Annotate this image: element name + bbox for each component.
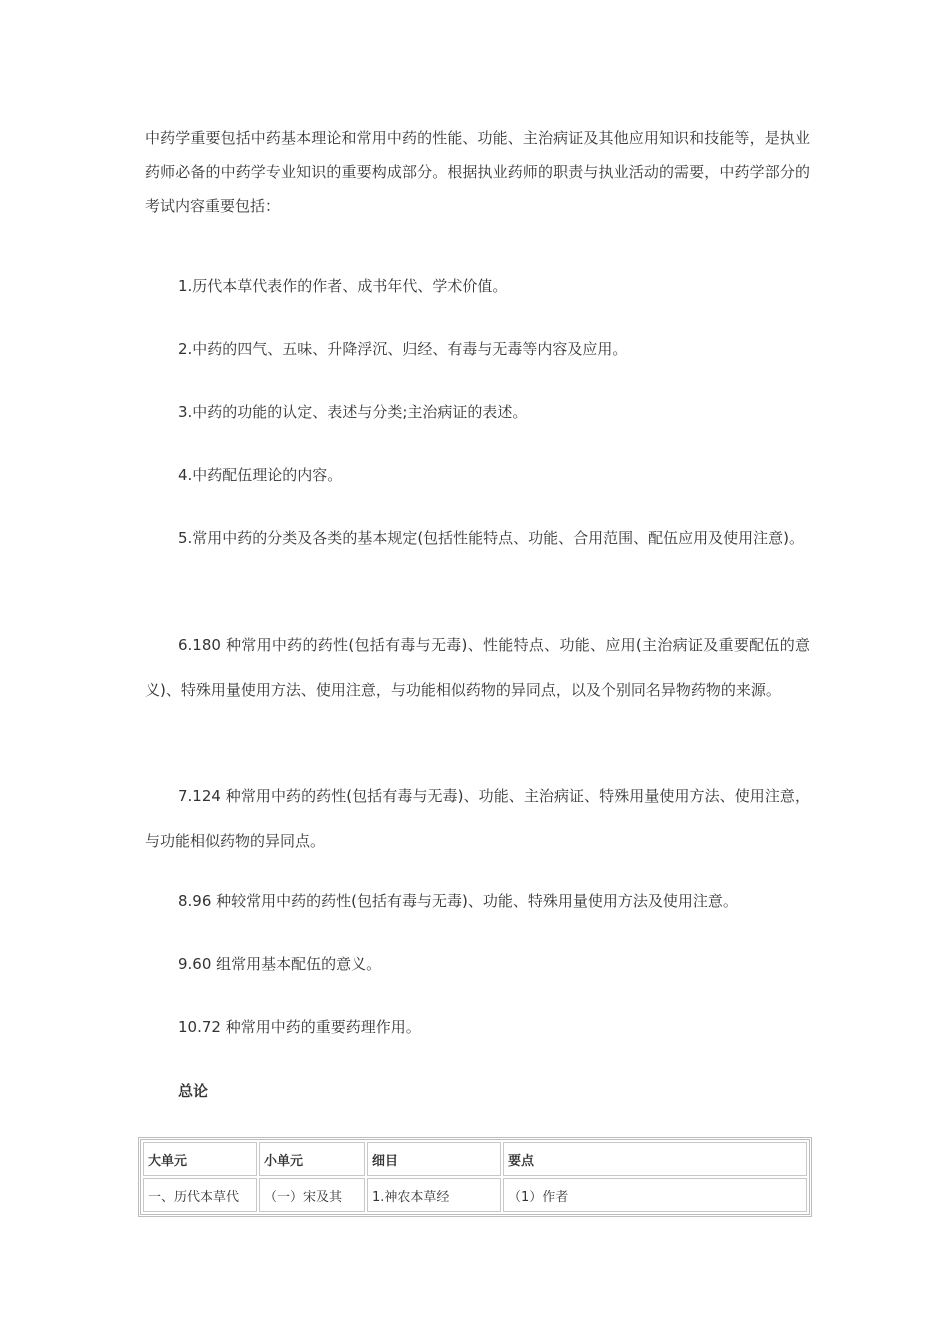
list-item: 1.历代本草代表作的作者、成书年代、学术价值。 bbox=[178, 277, 508, 295]
table-cell: 1.神农本草经 bbox=[367, 1178, 501, 1212]
table-row bbox=[143, 1178, 807, 1212]
list-item: 10.72 种常用中药的重要药理作用。 bbox=[178, 1018, 421, 1036]
table-cell: （一）宋及其 bbox=[259, 1178, 365, 1212]
list-item: 3.中药的功能的认定、表述与分类;主治病证的表述。 bbox=[178, 403, 528, 421]
list-item: 7.124 种常用中药的药性(包括有毒与无毒)、功能、主治病证、特殊用量使用方法、使用注意，与功能相似药物的异同点。 bbox=[145, 787, 810, 850]
column-header: 细目 bbox=[367, 1142, 501, 1176]
list-item: 4.中药配伍理论的内容。 bbox=[178, 466, 343, 484]
list-item: 2.中药的四气、五味、升降浮沉、归经、有毒与无毒等内容及应用。 bbox=[178, 340, 628, 358]
table-cell: （1）作者 bbox=[503, 1178, 807, 1212]
syllabus-table bbox=[138, 1137, 812, 1217]
column-header: 要点 bbox=[503, 1142, 807, 1176]
list-item: 9.60 组常用基本配伍的意义。 bbox=[178, 955, 382, 973]
list-item: 8.96 种较常用中药的药性(包括有毒与无毒)、功能、特殊用量使用方法及使用注意。 bbox=[178, 892, 738, 910]
column-header: 小单元 bbox=[259, 1142, 365, 1176]
list-item: 6.180 种常用中药的药性(包括有毒与无毒)、性能特点、功能、应用(主治病证及重要配伍的意义)、特殊用量使用方法、使用注意，与功能相似药物的异同点，以及个别同名异物药物的来源。 bbox=[145, 636, 810, 699]
table-cell: 一、历代本草代 bbox=[143, 1178, 257, 1212]
list-item: 5.常用中药的分类及各类的基本规定(包括性能特点、功能、合用范围、配伍应用及使用注意)。 bbox=[178, 529, 805, 547]
table-header-row bbox=[143, 1142, 807, 1176]
column-header: 大单元 bbox=[143, 1142, 257, 1176]
intro-paragraph: 中药学重要包括中药基本理论和常用中药的性能、功能、主治病证及其他应用知识和技能等，是执业药师必备的中药学专业知识的重要构成部分。根据执业药师的职责与执业活动的需要，中药学部分的考试内容重要包括： bbox=[145, 129, 810, 215]
section-title: 总论 bbox=[178, 1082, 209, 1100]
